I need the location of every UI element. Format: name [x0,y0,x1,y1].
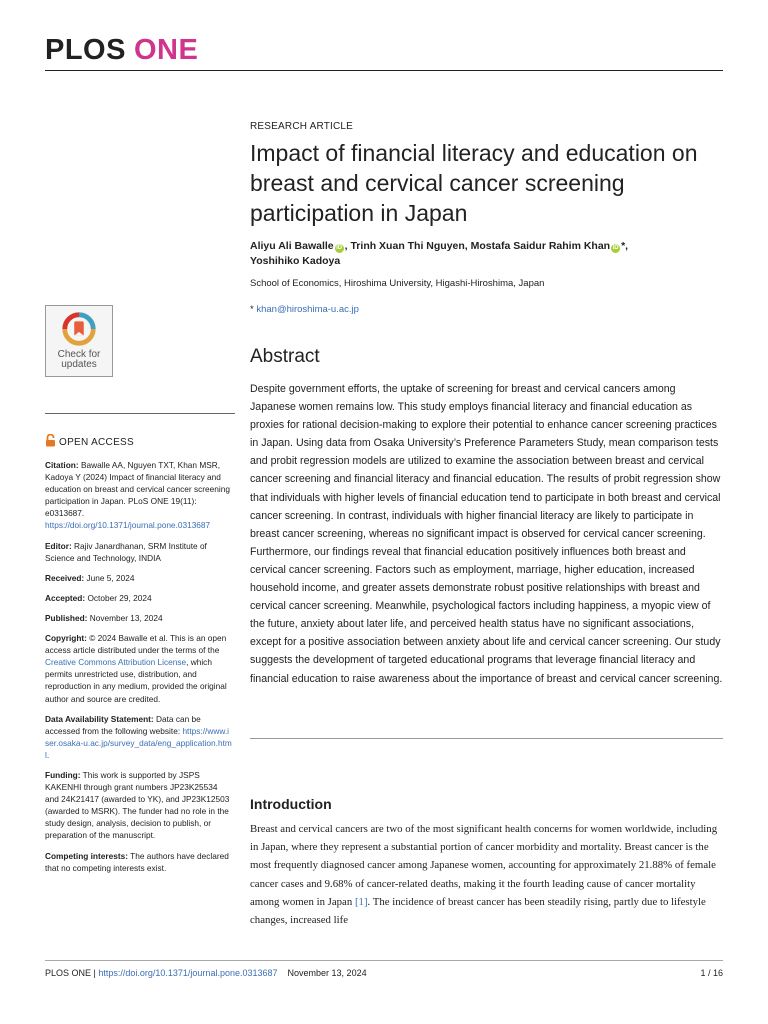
editor-block: Editor: Rajiv Janardhanan, SRM Institute of Science and Technology, INDIA [45,540,207,563]
author-4[interactable]: Yoshihiko Kadoya [250,255,341,267]
sidebar-divider [45,413,235,414]
header-divider [45,70,723,71]
introduction-heading: Introduction [250,796,332,812]
check-for-updates-icon [60,310,98,348]
received-block: Received: June 5, 2024 [45,572,135,583]
article-type: RESEARCH ARTICLE [250,121,354,132]
accepted-block: Accepted: October 29, 2024 [45,592,152,603]
footer-doi-link[interactable]: https://doi.org/10.1371/journal.pone.0313687 [98,968,278,978]
data-availability-block: Data Availability Statement: Data can be accessed from the following website: https://www.iser.osaka-u.ac.jp/survey_data/eng_application.html. [45,713,232,760]
footer-date: November 13, 2024 [287,968,367,978]
citation-doi-link[interactable]: https://doi.org/10.1371/journal.pone.0313687 [45,520,211,531]
journal-logo-one: ONE [133,34,199,66]
introduction-text: Breast and cervical cancers are two of the most significant health concerns for women worldwide, including in Japan, where they represent a substantial portion of cancer morbidity and mortality. Breast cancer is the most frequently diagnosed cancer among Japanese women, accounting for approximately 21.88% of female cancer cases and 9.68% of cancer-related deaths, making it the fourth leading cause of cancer mortality among women in Japan [1]. The incidence of breast cancer has been steadily rising, partly due to lifestyle changes, increased life [250,823,718,927]
copyright-block: Copyright: © 2024 Bawalle et al. This is an open access article distributed under the terms of the Creative Commons Attribution License, which permits unrestricted use, distribution, and reproduction in any medium, provided the original author and source are credited. [45,633,227,704]
author-1[interactable]: Aliyu Ali Bawalle [250,240,334,252]
corresponding-mark: *, [621,240,629,252]
page-number: 1 / 16 [700,968,723,978]
data-link[interactable]: https://www.iser.osaka-u.ac.jp/survey_data/eng_application.html [45,725,232,760]
open-access-label: OPEN ACCESS [45,434,134,448]
corresponding-email-link[interactable]: khan@hiroshima-u.ac.jp [256,304,359,315]
corresponding-email-line [250,304,359,315]
published-block: Published: November 13, 2024 [45,612,163,623]
license-link[interactable]: Creative Commons Attribution License [45,657,187,668]
page-footer [45,968,367,978]
journal-logo[interactable] [45,36,198,65]
reference-link[interactable]: [1] [354,895,368,908]
author-list [250,239,720,269]
funding-block: Funding: This work is supported by JSPS KAKENHI through grant numbers JP23K25534 and 24K21417 (awarded to YK), and JP23K12503 (awarded to MSRK). The funder had no role in the study design, analysis, decision to publish, or preparation of the manuscript. [45,769,230,841]
author-2-3[interactable]: , Trinh Xuan Thi Nguyen, Mostafa Saidur Rahim Khan [344,240,611,252]
orcid-icon[interactable]: iD [612,245,619,251]
abstract-heading: Abstract [250,346,320,367]
article-metadata-sidebar [45,459,233,882]
abstract-divider [250,738,723,739]
affiliation: School of Economics, Hiroshima University, Higashi-Hiroshima, Japan [250,278,545,289]
footer-divider [45,960,723,961]
open-lock-icon [45,434,56,447]
journal-logo-plos: PLOS [45,34,126,66]
check-for-updates-text: Check for updates [57,349,101,370]
citation-block: Citation: Bawalle AA, Nguyen TXT, Khan MSR, Kadoya Y (2024) Impact of financial literacy and education on breast and cervical cancer screening participation in Japan. PLoS ONE 19(11): e0313687. https://doi.org/10.1371/journal.pone.0313687 [45,460,230,531]
check-for-updates-badge[interactable] [45,305,113,377]
orcid-icon[interactable]: iD [336,245,343,251]
corresponding-asterisk: * [250,304,254,315]
footer-journal: PLOS ONE | [45,968,99,978]
abstract-text: Despite government efforts, the uptake of screening for breast and cervical cancers among Japanese women remains low. This study employs financial literacy and financial education as proxies for rational decision-making to explore their potential to enhance cancer screening practices in Japan. Using data from Osaka University’s Preference Parameters Study, mean comparison tests and probit regression models are utilized to examine the association between breast and cervical cancer screening and financial literacy and financial education. The results of probit regression show that individuals with higher levels of financial education tend to participate in both breast and cervical cancer screening. In contrast, individuals with higher financial literacy are likely to participate in breast cancer screening, whereas no significant impact is observed for cervical cancer screening. Furthermore, our findings reveal that financial education positively influences both breast and cervical cancer screening. Factors such as employment, marriage, higher education, increased household income, and greater assets demonstrate robust positive relationships with breast and cervical cancer screening. Meanwhile, psychological factors including happiness, a myopic view of the future, anxiety about later life, and perceived health status have no significant associations, except for a positive association between anxiety about life and cervical cancer screening. Our study suggests the development of targeted educational programs that leverage financial literacy and financial education to raise awareness about the importance of breast and cervical cancer screening. [250,383,723,685]
article-title: Impact of financial literacy and education on breast and cervical cancer screening participation in Japan [250,140,698,226]
competing-interests-block: Competing interests: The authors have declared that no competing interests exist. [45,850,229,873]
